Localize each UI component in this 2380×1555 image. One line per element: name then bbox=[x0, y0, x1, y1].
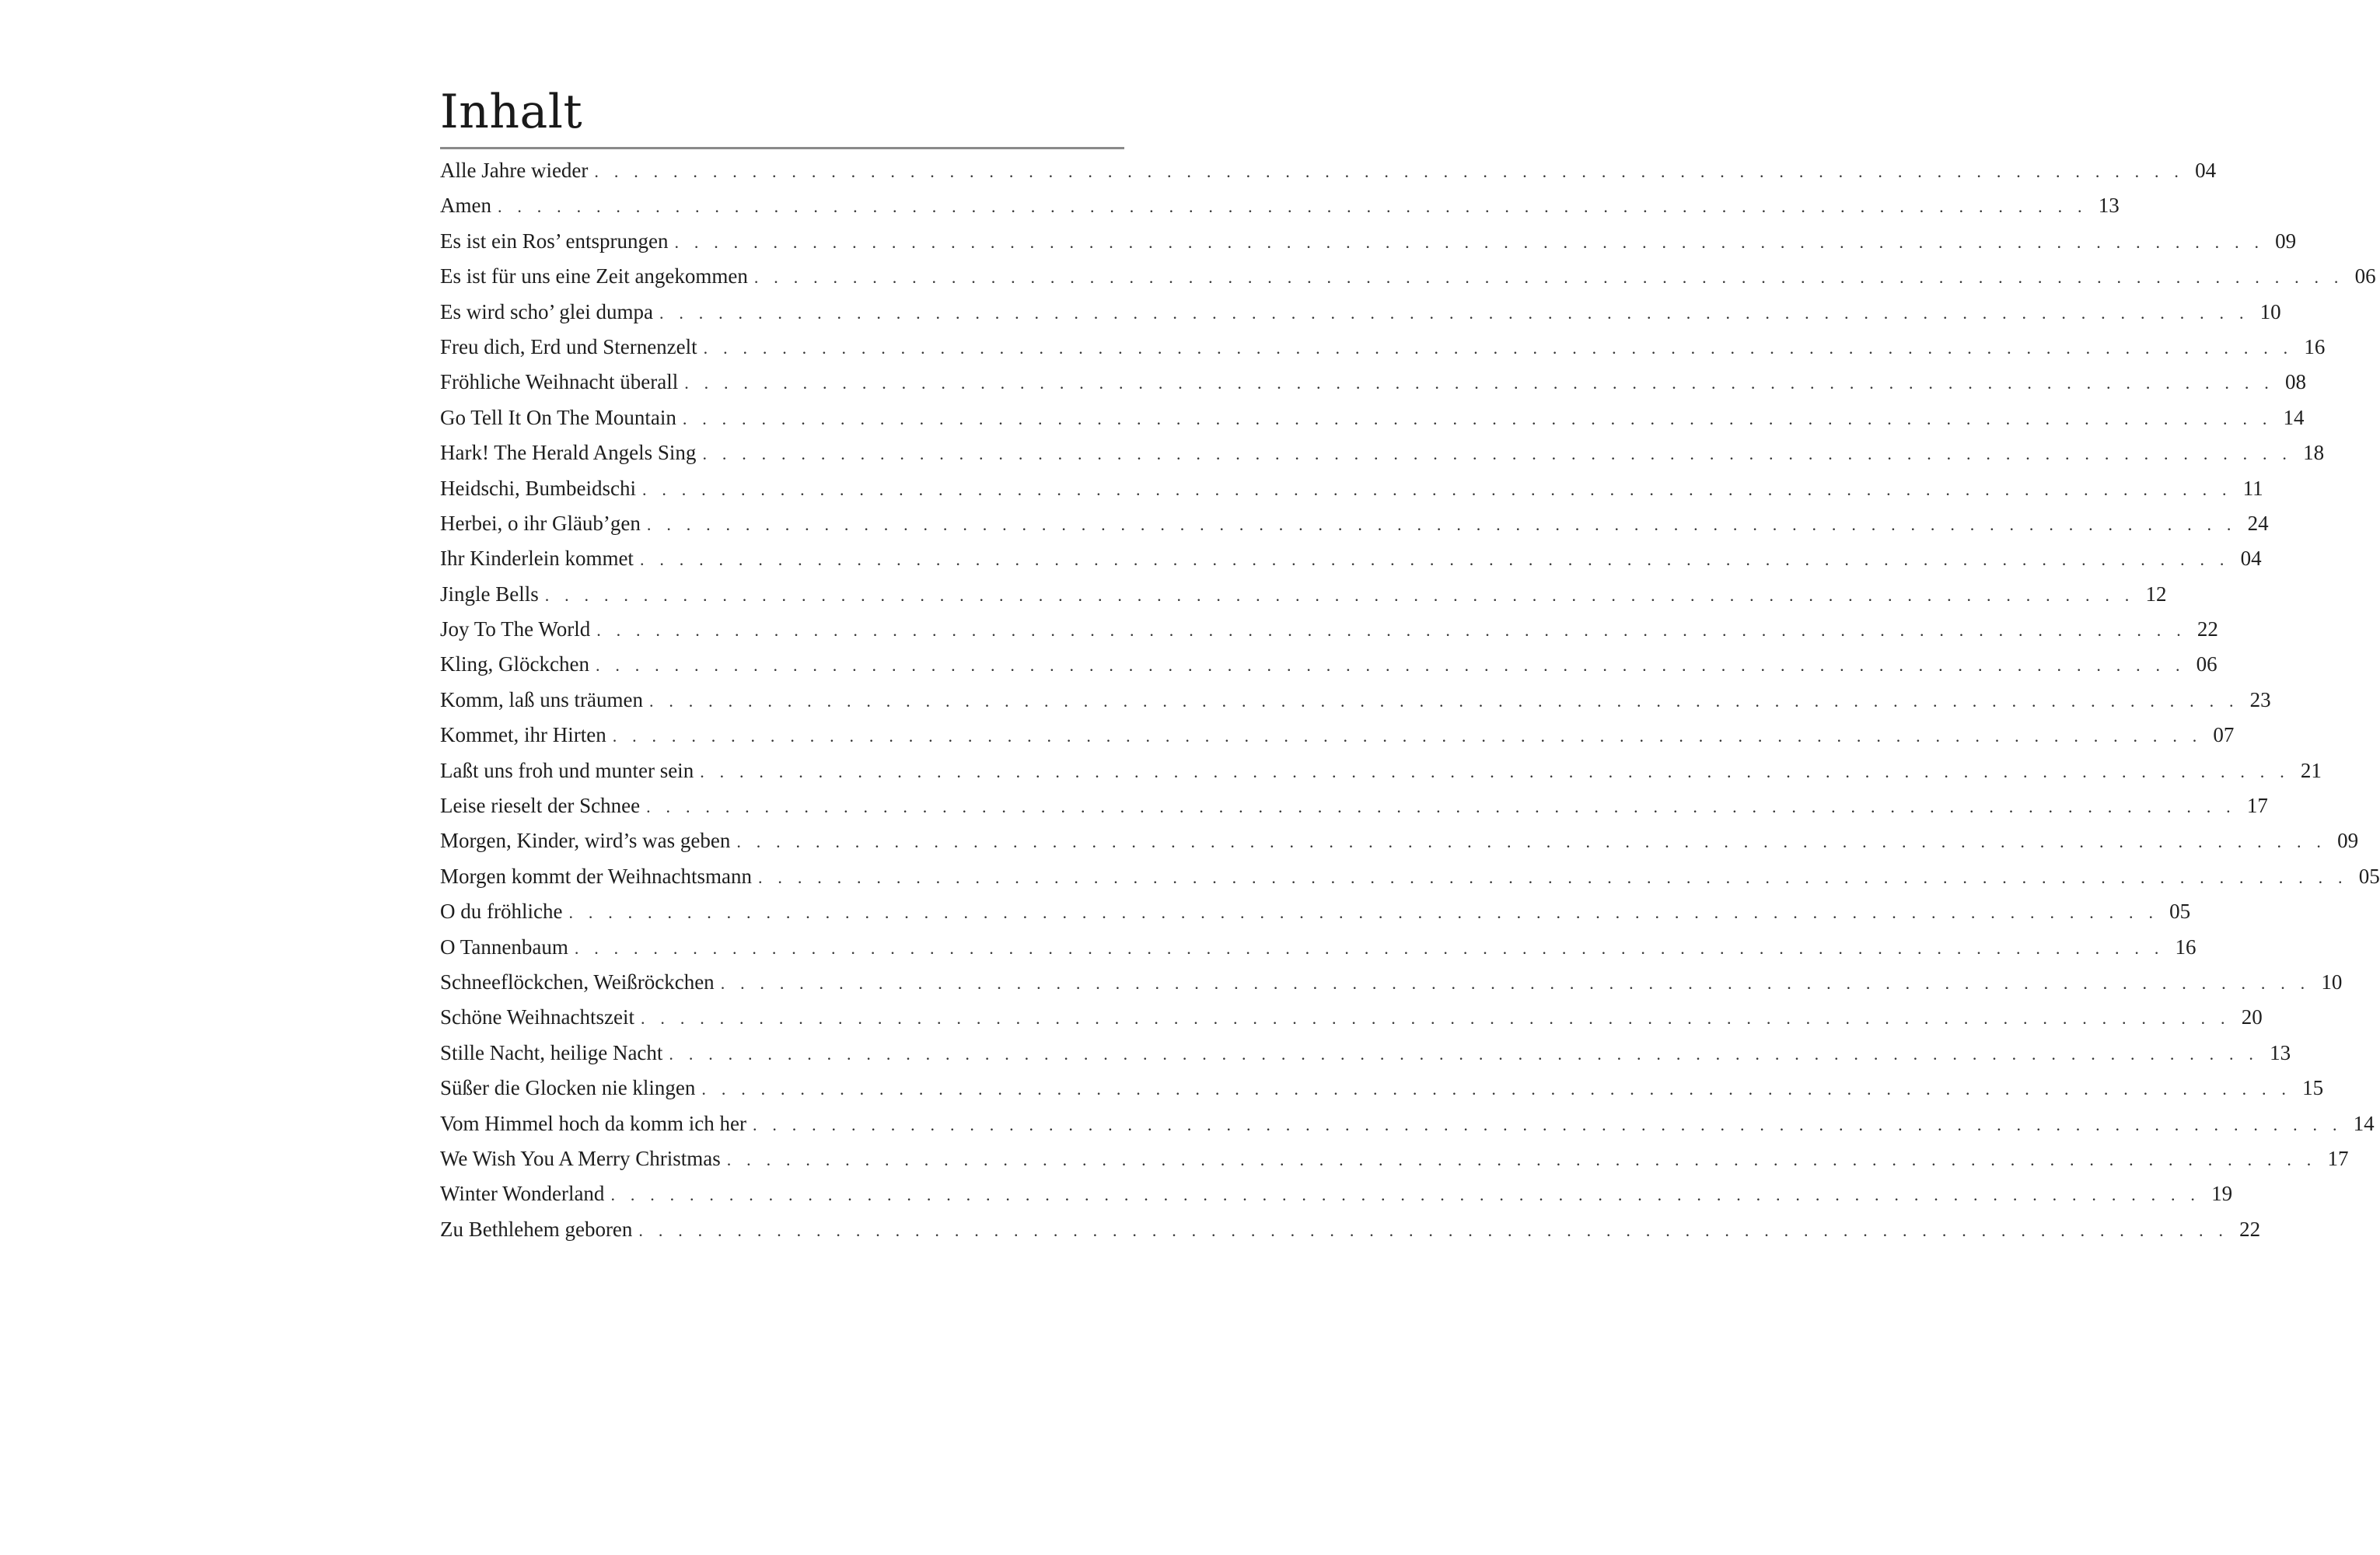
toc-entry-page-number: 09 bbox=[2337, 829, 2359, 853]
toc-entry-title: Alle Jahre wieder bbox=[440, 159, 589, 182]
toc-entry-page-number: 18 bbox=[2303, 441, 2325, 465]
toc-entry[interactable] bbox=[440, 194, 2120, 229]
toc-entry-page-number: 04 bbox=[2240, 547, 2262, 571]
dot-leader: . . . . . . . . . . . . . . . . . . . . . . . . . . . . . . . . . . . . . . . . . . . . . . . . . . . . . . . . . . . . . . . . . . . . . . . . . . . . . . . . . bbox=[568, 903, 2159, 923]
toc-heading: Inhalt bbox=[440, 85, 583, 139]
toc-entry[interactable] bbox=[440, 1005, 2263, 1040]
toc-entry-title: Laßt uns froh und munter sein bbox=[440, 758, 694, 782]
toc-entry-title: Ihr Kinderlein kommet bbox=[440, 547, 634, 571]
toc-entry[interactable] bbox=[440, 617, 2218, 652]
toc-entry-page-number: 10 bbox=[2259, 299, 2281, 323]
toc-entry-title: O du fröhliche bbox=[440, 900, 563, 924]
toc-entry[interactable] bbox=[440, 723, 2235, 758]
toc-entry[interactable] bbox=[440, 687, 2271, 723]
dot-leader: . . . . . . . . . . . . . . . . . . . . . . . . . . . . . . . . . . . . . . . . . . . . . . . . . . . . . . . . . . . . . . . . . . . . . . . . . . . . . . . . . bbox=[758, 867, 2348, 887]
dot-leader: . . . . . . . . . . . . . . . . . . . . . . . . . . . . . . . . . . . . . . . . . . . . . . . . . . . . . . . . . . . . . . . . . . . . . . . . . . . . . . . . . bbox=[700, 761, 2290, 781]
dot-leader: . . . . . . . . . . . . . . . . . . . . . . . . . . . . . . . . . . . . . . . . . . . . . . . . . . . . . . . . . . . . . . . . . . . . . . . . . . . . . . . . . bbox=[641, 1008, 2231, 1029]
toc-entry-page-number: 05 bbox=[2169, 900, 2191, 924]
toc-entry-title: Zu Bethlehem geboren bbox=[440, 1217, 633, 1241]
toc-entry-page-number: 15 bbox=[2302, 1076, 2324, 1100]
toc-entry-title: Joy To The World bbox=[440, 617, 591, 641]
toc-entry-page-number: 09 bbox=[2275, 229, 2297, 253]
toc-entry[interactable] bbox=[440, 264, 2376, 299]
toc-entry-page-number: 05 bbox=[2358, 864, 2380, 888]
toc-entry[interactable] bbox=[440, 334, 2326, 370]
dot-leader: . . . . . . . . . . . . . . . . . . . . . . . . . . . . . . . . . . . . . . . . . . . . . . . . . . . . . . . . . . . . . . . . . . . . . . . . . . . . . . . . . bbox=[594, 162, 2185, 181]
toc-entry-title: We Wish You A Merry Christmas bbox=[440, 1146, 721, 1170]
toc-entry[interactable] bbox=[440, 370, 2306, 405]
toc-entry[interactable] bbox=[440, 476, 2263, 512]
toc-entry[interactable] bbox=[440, 758, 2322, 794]
dot-leader: . . . . . . . . . . . . . . . . . . . . . . . . . . . . . . . . . . . . . . . . . . . . . . . . . . . . . . . . . . . . . . . . . . . . . . . . . . . . . . . . . bbox=[703, 337, 2294, 358]
toc-entry-page-number: 14 bbox=[2283, 405, 2305, 429]
toc-entry[interactable] bbox=[440, 652, 2217, 687]
toc-entry-title: Hark! The Herald Angels Sing bbox=[440, 441, 697, 465]
toc-entry-page-number: 06 bbox=[2196, 652, 2217, 676]
toc-entry-page-number: 08 bbox=[2284, 370, 2306, 394]
toc-entry[interactable] bbox=[440, 229, 2297, 264]
dot-leader: . . . . . . . . . . . . . . . . . . . . . . . . . . . . . . . . . . . . . . . . . . . . . . . . . . . . . . . . . . . . . . . . . . . . . . . . . . . . . . . . . bbox=[574, 938, 2165, 958]
toc-entry-title: Es ist ein Ros’ entsprungen bbox=[440, 229, 669, 253]
toc-entry-title: Kling, Glöckchen bbox=[440, 652, 589, 676]
toc-entry-page-number: 20 bbox=[2241, 1005, 2263, 1029]
toc-entry[interactable] bbox=[440, 900, 2191, 935]
dot-leader: . . . . . . . . . . . . . . . . . . . . . . . . . . . . . . . . . . . . . . . . . . . . . . . . . . . . . . . . . . . . . . . . . . . . . . . . . . . . . . . . . bbox=[682, 408, 2273, 428]
toc-entry-title: Heidschi, Bumbeidschi bbox=[440, 476, 636, 500]
dot-leader: . . . . . . . . . . . . . . . . . . . . . . . . . . . . . . . . . . . . . . . . . . . . . . . . . . . . . . . . . . . . . . . . . . . . . . . . . . . . . . . . . bbox=[684, 373, 2274, 393]
dot-leader: . . . . . . . . . . . . . . . . . . . . . . . . . . . . . . . . . . . . . . . . . . . . . . . . . . . . . . . . . . . . . . . . . . . . . . . . . . . . . . . . . bbox=[669, 1043, 2259, 1064]
toc-entry-page-number: 22 bbox=[2239, 1217, 2261, 1241]
toc-entry-page-number: 06 bbox=[2354, 264, 2376, 288]
toc-entry-title: Leise rieselt der Schnee bbox=[440, 794, 641, 818]
dot-leader: . . . . . . . . . . . . . . . . . . . . . . . . . . . . . . . . . . . . . . . . . . . . . . . . . . . . . . . . . . . . . . . . . . . . . . . . . . . . . . . . . bbox=[752, 1114, 2343, 1134]
heading-divider bbox=[440, 147, 1124, 149]
toc-entry-title: Es ist für uns eine Zeit angekommen bbox=[440, 264, 748, 288]
toc-entry-title: Morgen, Kinder, wird’s was geben bbox=[440, 829, 731, 853]
dot-leader: . . . . . . . . . . . . . . . . . . . . . . . . . . . . . . . . . . . . . . . . . . . . . . . . . . . . . . . . . . . . . . . . . . . . . . . . . . . . . . . . . bbox=[638, 1220, 2229, 1240]
dot-leader: . . . . . . . . . . . . . . . . . . . . . . . . . . . . . . . . . . . . . . . . . . . . . . . . . . . . . . . . . . . . . . . . . . . . . . . . . . . . . . . . . bbox=[497, 197, 2088, 217]
dot-leader: . . . . . . . . . . . . . . . . . . . . . . . . . . . . . . . . . . . . . . . . . . . . . . . . . . . . . . . . . . . . . . . . . . . . . . . . . . . . . . . . . bbox=[544, 585, 2135, 605]
dot-leader: . . . . . . . . . . . . . . . . . . . . . . . . . . . . . . . . . . . . . . . . . . . . . . . . . . . . . . . . . . . . . . . . . . . . . . . . . . . . . . . . . bbox=[610, 1185, 2201, 1205]
toc-entry-title: Süßer die Glocken nie klingen bbox=[440, 1076, 696, 1100]
toc-entry[interactable] bbox=[440, 1217, 2261, 1253]
toc-entry[interactable] bbox=[440, 582, 2167, 617]
toc-entry-page-number: 22 bbox=[2197, 617, 2218, 641]
dot-leader: . . . . . . . . . . . . . . . . . . . . . . . . . . . . . . . . . . . . . . . . . . . . . . . . . . . . . . . . . . . . . . . . . . . . . . . . . . . . . . . . . bbox=[639, 550, 2230, 570]
toc-entry[interactable] bbox=[440, 299, 2281, 335]
toc-entry-page-number: 12 bbox=[2145, 582, 2167, 606]
dot-leader: . . . . . . . . . . . . . . . . . . . . . . . . . . . . . . . . . . . . . . . . . . . . . . . . . . . . . . . . . . . . . . . . . . . . . . . . . . . . . . . . . bbox=[612, 726, 2203, 746]
toc-entry-title: Morgen kommt der Weihnachtsmann bbox=[440, 864, 753, 888]
dot-leader: . . . . . . . . . . . . . . . . . . . . . . . . . . . . . . . . . . . . . . . . . . . . . . . . . . . . . . . . . . . . . . . . . . . . . . . . . . . . . . . . . bbox=[720, 973, 2311, 993]
dot-leader: . . . . . . . . . . . . . . . . . . . . . . . . . . . . . . . . . . . . . . . . . . . . . . . . . . . . . . . . . . . . . . . . . . . . . . . . . . . . . . . . . bbox=[646, 797, 2236, 817]
toc-entry-list bbox=[440, 159, 2380, 1253]
toc-entry-page-number: 17 bbox=[2246, 794, 2268, 818]
toc-entry[interactable] bbox=[440, 441, 2325, 476]
toc-entry[interactable] bbox=[440, 1076, 2324, 1111]
dot-leader: . . . . . . . . . . . . . . . . . . . . . . . . . . . . . . . . . . . . . . . . . . . . . . . . . . . . . . . . . . . . . . . . . . . . . . . . . . . . . . . . . bbox=[648, 690, 2239, 711]
toc-entry-page-number: 13 bbox=[2270, 1040, 2291, 1064]
dot-leader: . . . . . . . . . . . . . . . . . . . . . . . . . . . . . . . . . . . . . . . . . . . . . . . . . . . . . . . . . . . . . . . . . . . . . . . . . . . . . . . . . bbox=[736, 832, 2327, 852]
toc-entry-title: Es wird scho’ glei dumpa bbox=[440, 299, 653, 323]
toc-entry-title: Amen bbox=[440, 194, 491, 218]
toc-entry[interactable] bbox=[440, 1040, 2291, 1076]
dot-leader: . . . . . . . . . . . . . . . . . . . . . . . . . . . . . . . . . . . . . . . . . . . . . . . . . . . . . . . . . . . . . . . . . . . . . . . . . . . . . . . . . bbox=[596, 620, 2186, 641]
toc-entry-title: Schneeflöckchen, Weißröckchen bbox=[440, 970, 715, 994]
dot-leader: . . . . . . . . . . . . . . . . . . . . . . . . . . . . . . . . . . . . . . . . . . . . . . . . . . . . . . . . . . . . . . . . . . . . . . . . . . . . . . . . . bbox=[674, 232, 2265, 252]
toc-entry-title: Stille Nacht, heilige Nacht bbox=[440, 1040, 663, 1064]
toc-entry[interactable] bbox=[440, 1182, 2233, 1217]
toc-entry-page-number: 23 bbox=[2249, 687, 2271, 711]
toc-entry[interactable] bbox=[440, 935, 2197, 970]
dot-leader: . . . . . . . . . . . . . . . . . . . . . . . . . . . . . . . . . . . . . . . . . . . . . . . . . . . . . . . . . . . . . . . . . . . . . . . . . . . . . . . . . bbox=[701, 1079, 2292, 1099]
toc-entry-page-number: 17 bbox=[2327, 1146, 2349, 1170]
toc-entry[interactable] bbox=[440, 829, 2359, 864]
dot-leader: . . . . . . . . . . . . . . . . . . . . . . . . . . . . . . . . . . . . . . . . . . . . . . . . . . . . . . . . . . . . . . . . . . . . . . . . . . . . . . . . . bbox=[646, 514, 2237, 534]
toc-entry-title: Vom Himmel hoch da komm ich her bbox=[440, 1111, 746, 1135]
dot-leader: . . . . . . . . . . . . . . . . . . . . . . . . . . . . . . . . . . . . . . . . . . . . . . . . . . . . . . . . . . . . . . . . . . . . . . . . . . . . . . . . . bbox=[702, 444, 2293, 464]
toc-entry[interactable] bbox=[440, 1111, 2375, 1147]
toc-entry-title: O Tannenbaum bbox=[440, 935, 568, 959]
toc-entry-page-number: 07 bbox=[2213, 723, 2235, 747]
toc-entry-page-number: 10 bbox=[2321, 970, 2343, 994]
toc-entry-page-number: 19 bbox=[2211, 1182, 2233, 1206]
toc-entry-title: Jingle Bells bbox=[440, 582, 539, 606]
toc-entry-page-number: 14 bbox=[2353, 1111, 2375, 1135]
toc-entry-title: Komm, laß uns träumen bbox=[440, 687, 643, 711]
dot-leader: . . . . . . . . . . . . . . . . . . . . . . . . . . . . . . . . . . . . . . . . . . . . . . . . . . . . . . . . . . . . . . . . . . . . . . . . . . . . . . . . . bbox=[641, 479, 2232, 499]
toc-entry-page-number: 16 bbox=[2304, 334, 2326, 358]
toc-entry-page-number: 16 bbox=[2175, 935, 2197, 959]
toc-entry-title: Go Tell It On The Mountain bbox=[440, 405, 676, 429]
toc-entry[interactable] bbox=[440, 1146, 2349, 1182]
dot-leader: . . . . . . . . . . . . . . . . . . . . . . . . . . . . . . . . . . . . . . . . . . . . . . . . . . . . . . . . . . . . . . . . . . . . . . . . . . . . . . . . . bbox=[726, 1149, 2317, 1169]
toc-entry[interactable] bbox=[440, 970, 2343, 1005]
toc-entry-page-number: 11 bbox=[2242, 476, 2263, 500]
toc-entry-title: Schöne Weihnachtszeit bbox=[440, 1005, 635, 1029]
toc-entry[interactable] bbox=[440, 405, 2305, 441]
table-of-contents bbox=[440, 84, 2380, 1253]
toc-entry-page-number: 21 bbox=[2300, 758, 2322, 782]
dot-leader: . . . . . . . . . . . . . . . . . . . . . . . . . . . . . . . . . . . . . . . . . . . . . . . . . . . . . . . . . . . . . . . . . . . . . . . . . . . . . . . . . bbox=[753, 267, 2344, 288]
toc-entry[interactable] bbox=[440, 511, 2269, 547]
toc-entry-page-number: 04 bbox=[2195, 159, 2217, 182]
toc-entry-title: Herbei, o ihr Gläub’gen bbox=[440, 511, 641, 535]
toc-entry-title: Freu dich, Erd und Sternenzelt bbox=[440, 334, 697, 358]
toc-entry[interactable] bbox=[440, 547, 2262, 582]
toc-entry-page-number: 24 bbox=[2247, 511, 2269, 535]
toc-entry-title: Winter Wonderland bbox=[440, 1182, 605, 1206]
dot-leader: . . . . . . . . . . . . . . . . . . . . . . . . . . . . . . . . . . . . . . . . . . . . . . . . . . . . . . . . . . . . . . . . . . . . . . . . . . . . . . . . . bbox=[659, 302, 2249, 323]
toc-entry-title: Kommet, ihr Hirten bbox=[440, 723, 606, 747]
toc-entry[interactable] bbox=[440, 864, 2380, 900]
toc-entry-title: Fröhliche Weihnacht überall bbox=[440, 370, 679, 394]
toc-entry-page-number: 13 bbox=[2098, 194, 2120, 218]
toc-entry[interactable] bbox=[440, 159, 2217, 194]
dot-leader: . . . . . . . . . . . . . . . . . . . . . . . . . . . . . . . . . . . . . . . . . . . . . . . . . . . . . . . . . . . . . . . . . . . . . . . . . . . . . . . . . bbox=[595, 655, 2186, 676]
toc-entry[interactable] bbox=[440, 794, 2268, 829]
